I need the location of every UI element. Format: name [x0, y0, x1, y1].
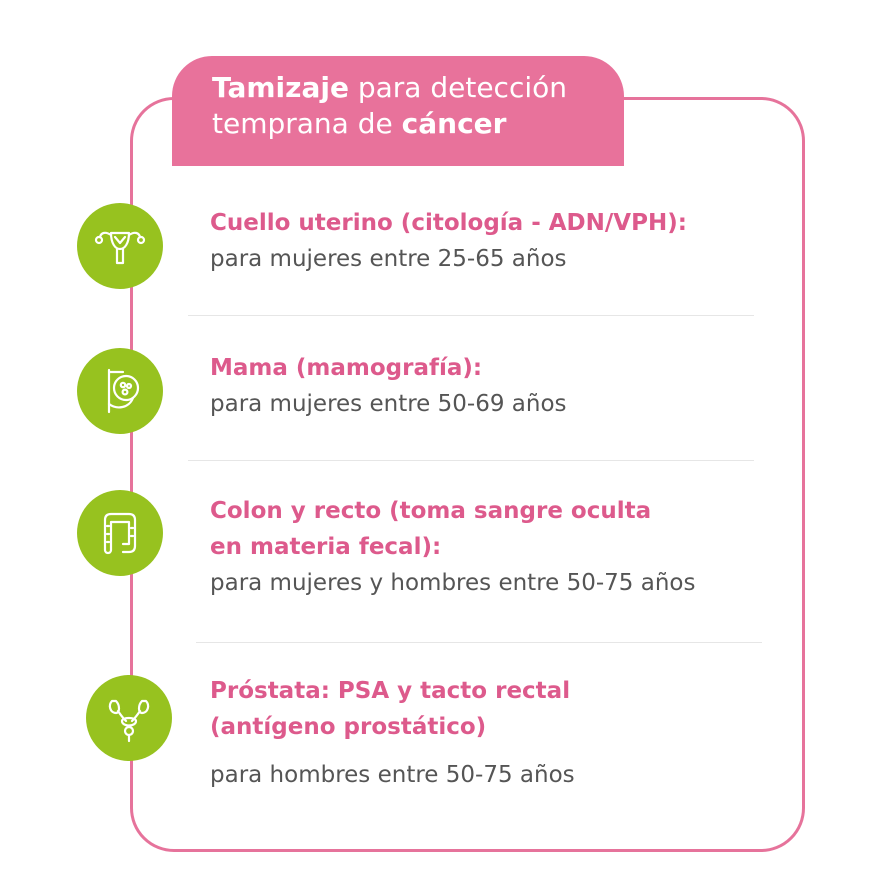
- item-title-line-2: (antígeno prostático): [210, 714, 487, 740]
- divider: [196, 642, 762, 643]
- divider: [188, 460, 754, 461]
- header-line-2: [212, 106, 624, 142]
- header-line-1: [212, 70, 624, 106]
- uterus-icon: [77, 203, 163, 289]
- item-title: Mama (mamografía):: [210, 355, 483, 381]
- item-prostate: [210, 673, 575, 793]
- item-subtitle: para hombres entre 50-75 años: [210, 762, 575, 788]
- item-subtitle: para mujeres entre 25-65 años: [210, 246, 567, 272]
- header-bold-2: cáncer: [401, 107, 507, 140]
- header-banner: [172, 56, 624, 166]
- divider: [188, 315, 754, 316]
- item-title-line-2: en materia fecal):: [210, 534, 442, 560]
- item-subtitle: para mujeres y hombres entre 50-75 años: [210, 570, 696, 596]
- header-bold-1: Tamizaje: [212, 71, 349, 104]
- breast-icon: [77, 348, 163, 434]
- prostate-icon: [86, 675, 172, 761]
- header-rest-1: para detección: [348, 71, 567, 104]
- item-title: Colon y recto (toma sangre oculta: [210, 498, 652, 524]
- item-breast: [210, 350, 567, 422]
- item-subtitle: para mujeres entre 50-69 años: [210, 391, 567, 417]
- item-cervix: [210, 205, 687, 277]
- item-title: Cuello uterino (citología - ADN/VPH):: [210, 210, 687, 236]
- item-colon: [210, 493, 695, 601]
- item-title: Próstata: PSA y tacto rectal: [210, 678, 571, 704]
- colon-icon: [77, 490, 163, 576]
- header-rest-2: temprana de: [212, 107, 402, 140]
